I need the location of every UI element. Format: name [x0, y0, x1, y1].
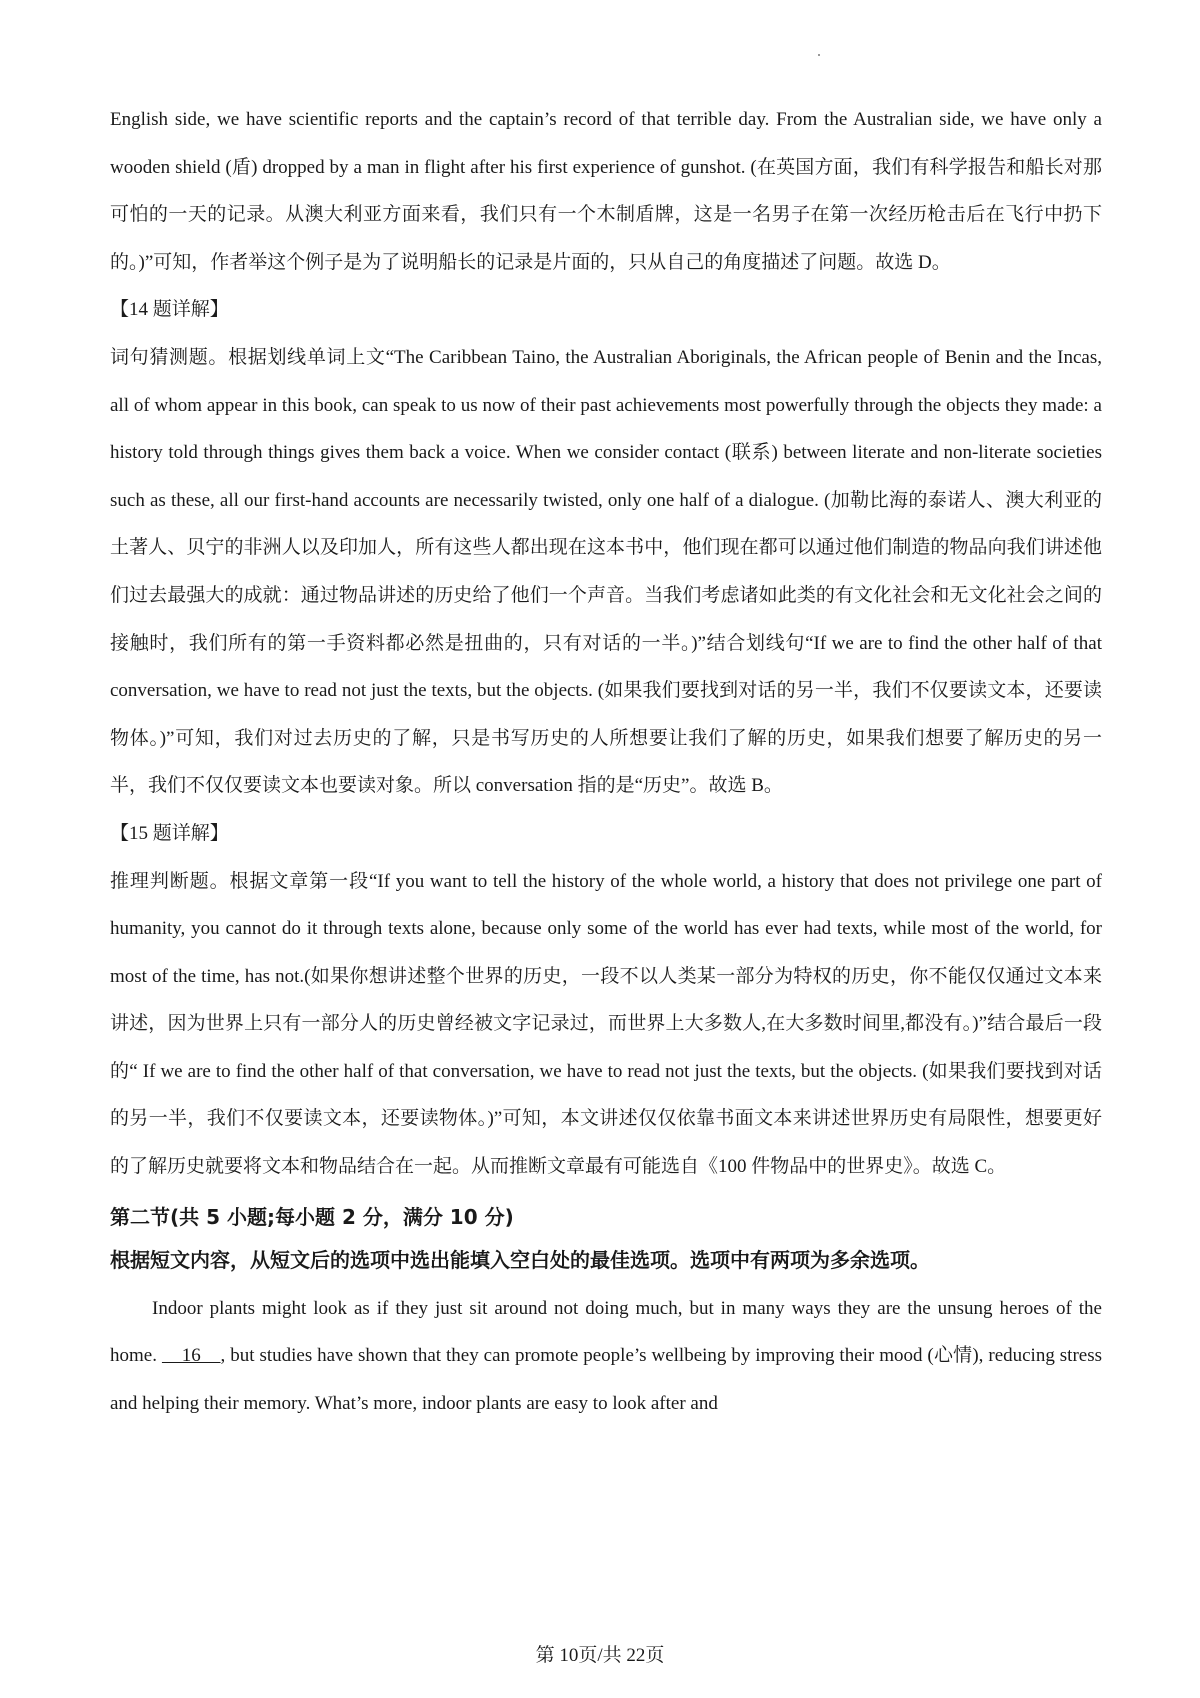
blank-16: 16	[161, 1345, 221, 1367]
heading-q15: 【15 题详解】	[110, 822, 229, 844]
scan-speck	[818, 54, 820, 56]
paragraph-q13-continued: English side, we have scientific reports and the captain’s record of that terrible day. From the Australian side, we have only a wooden shield (盾) dropped by a man in flight after his first experience of gunshot. (在英国方面，我们有科学报告和船长对那可怕的一天的记录。从澳大利亚方面来看，我们只有一个木制盾牌，这是一名男子在第一次经历枪击后在飞行中扔下的。)”可知，作者举这个例子是为了说明船长的记录是片面的，只从自己的角度描述了问题。故选 D。	[110, 109, 1102, 273]
paragraph-q14-explanation: 词句猜测题。根据划线单词上文“The Caribbean Taino, the Australian Aboriginals, the African people of Benin and the Incas, all of whom appear in this book, can speak to us now of their past achievements most powerfully through the objects they made: a history told through things gives them back a voice. When we consider contact (联系) between literate and non-literate societies such as these, all our first-hand accounts are necessarily twisted, only one half of a dialogue. (加勒比海的泰诺人、澳大利亚的土著人、贝宁的非洲人以及印加人，所有这些人都出现在这本书中，他们现在都可以通过他们制造的物品向我们讲述他们过去最强大的成就：通过物品讲述的历史给了他们一个声音。当我们考虑诸如此类的有文化社会和无文化社会之间的接触时，我们所有的第一手资料都必然是扭曲的，只有对话的一半。)”结合划线句“If we are to find the other half of that conversation, we have to read not just the texts, but the objects. (如果我们要找到对话的另一半，我们不仅要读文本，还要读物体。)”可知，我们对过去历史的了解，只是书写历史的人所想要让我们了解的历史，如果我们想要了解历史的另一半，我们不仅仅要读文本也要读对象。所以 conversation 指的是“历史”。故选 B。	[110, 346, 1102, 797]
heading-q14: 【14 题详解】	[110, 299, 229, 321]
passage-text-part2: , but studies have shown that they can promote people’s wellbeing by improving their mood (心情), reducing stress and helping their memory. What’s more, indoor plants are easy to look after and	[110, 1345, 1103, 1414]
passage-text-part1: Indoor plants might look as if they just sit around not doing much, but in many ways they are the unsung heroes of the home.	[110, 1297, 1102, 1367]
page-footer: 第 10页/共 22页	[535, 1645, 665, 1666]
section-2-instruction: 根据短文内容，从短文后的选项中选出能填入空白处的最佳选项。选项中有两项为多余选项。	[110, 1247, 930, 1272]
section-2-title: 第二节(共 5 小题;每小题 2 分，满分 10 分)	[110, 1204, 514, 1229]
paragraph-q15-explanation: 推理判断题。根据文章第一段“If you want to tell the history of the whole world, a history that does not privilege one part of humanity, you cannot do it through texts alone, because only some of the world has ever had texts, while most of the world, for most of the time, has not.(如果你想讲述整个世界的历史，一段不以人类某一部分为特权的历史，你不能仅仅通过文本来讲述，因为世界上只有一部分人的历史曾经被文字记录过，而世界上大多数人,在大多数时间里,都没有。)”结合最后一段的“ If we are to find the other half of that conversation, we have to read not just the texts, but the objects. (如果我们要找到对话的另一半，我们不仅要读文本，还要读物体。)”可知，本文讲述仅仅依靠书面文本来讲述世界历史有局限性，想要更好的了解历史就要将文本和物品结合在一起。从而推断文章最有可能选自《100 件物品中的世界史》。故选 C。	[110, 870, 1102, 1178]
passage-paragraph	[110, 1285, 1102, 1428]
page-content	[110, 96, 1102, 1427]
